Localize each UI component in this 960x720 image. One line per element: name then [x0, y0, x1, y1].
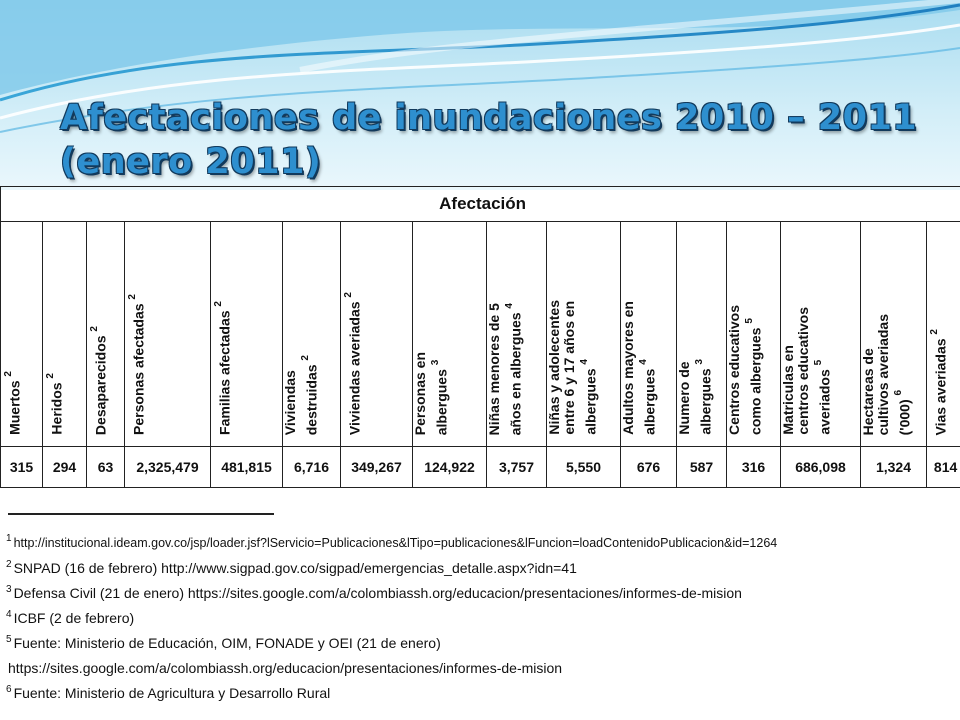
footnote [6, 528, 906, 554]
table-cell: 3,757 [487, 447, 547, 488]
footnote-number: 1 [6, 533, 12, 544]
column-header [927, 222, 960, 447]
column-header-label: Viviendas averiadas $^2$ [343, 291, 363, 435]
column-header-label: Vias averiadas $^2$ [929, 328, 949, 435]
column-header-source-ref: 2 [127, 294, 138, 300]
footnote [6, 654, 906, 679]
column-header-label: Hectareas de cultivos averiadas ('000) $^6$ [860, 313, 913, 435]
footnote [6, 579, 906, 604]
column-header [87, 222, 125, 447]
slide-title-line2: (enero 2011) [60, 142, 322, 182]
footnote-number: 2 [6, 559, 12, 570]
column-header [487, 222, 547, 447]
table-cell: 63 [87, 447, 125, 488]
column-header-label: Familias afectadas $^2$ [213, 301, 233, 435]
footnote [6, 604, 906, 629]
footnote-number: 4 [6, 609, 12, 620]
column-header [861, 222, 927, 447]
column-header [43, 222, 87, 447]
column-header-label: Muertos $^2$ [3, 371, 23, 435]
column-header [727, 222, 781, 447]
column-header-label: Niñas menores de 5 años en albergues $^4$ [486, 302, 524, 435]
footnote [6, 629, 906, 654]
column-header-label: Personas en albergues $^3$ [412, 351, 450, 435]
table-cell: 481,815 [211, 447, 283, 488]
footnote-text: Fuente: Ministerio de Educación, OIM, FONADE y OEI (21 de enero) [13, 635, 441, 651]
column-header-source-ref: 4 [579, 359, 590, 365]
column-header [1, 222, 43, 447]
column-header-source-ref: 2 [343, 291, 354, 298]
table-cell: 2,325,479 [125, 447, 211, 488]
column-header [781, 222, 861, 447]
table-cell: 686,098 [781, 447, 861, 488]
footnote [6, 679, 906, 704]
footnote-number: 5 [6, 634, 12, 645]
column-header-label: Viviendas destruidas $^2$ [282, 354, 320, 435]
column-header [621, 222, 677, 447]
column-header-source-ref: 5 [813, 360, 824, 366]
column-header-label: Heridos $^2$ [45, 373, 65, 435]
table-group-header: Afectación [1, 187, 960, 222]
slide-title [60, 96, 917, 184]
column-header-source-ref: 6 [893, 389, 904, 396]
column-header [283, 222, 341, 447]
column-header-label: Centros educativos como albergues $^5$ [726, 305, 764, 435]
footnotes [6, 528, 906, 704]
slide-title-line1: Afectaciones de inundaciones 2010 – 2011 [60, 98, 918, 138]
column-header-source-ref: 5 [744, 318, 755, 324]
footnote-text: Defensa Civil (21 de enero) https://sites.google.com/a/colombiassh.org/educacion/presentaciones/informes-de-mision [13, 585, 742, 601]
column-header-source-ref: 2 [3, 371, 14, 377]
column-header [547, 222, 621, 447]
table-cell: 315 [1, 447, 43, 488]
footnote-text: SNPAD (16 de febrero) http://www.sigpad.gov.co/sigpad/emergencias_detalle.aspx?idn=41 [13, 560, 577, 576]
footnote-text: ICBF (2 de febrero) [13, 610, 135, 626]
column-header-label: Desaparecidos $^2$ [89, 325, 109, 435]
column-header-source-ref: 3 [694, 359, 705, 365]
table-cell: 1,324 [861, 447, 927, 488]
column-header-label: Numero de albergues $^3$ [676, 359, 714, 435]
table-cell: 316 [727, 447, 781, 488]
column-header [125, 222, 211, 447]
column-header-source-ref: 4 [504, 302, 515, 309]
table-cell: 294 [43, 447, 87, 488]
column-header [211, 222, 283, 447]
column-header-label: Adultos mayores en albergues $^4$ [620, 301, 658, 435]
table-cell: 5,550 [547, 447, 621, 488]
footnote-text: https://sites.google.com/a/colombiassh.org/educacion/presentaciones/informes-de-mision [8, 660, 563, 676]
affectation-table [0, 186, 960, 488]
column-header-label: Personas afectadas $^2$ [127, 294, 147, 435]
column-header [677, 222, 727, 447]
column-header-source-ref: 4 [638, 359, 649, 365]
table-cell: 676 [621, 447, 677, 488]
footnote-divider [8, 513, 274, 515]
footnote-text: Fuente: Ministerio de Agricultura y Desarrollo Rural [13, 685, 331, 701]
footnote-text: http://institucional.ideam.gov.co/jsp/loader.jsf?lServicio=Publicaciones&lTipo=publicaciones&lFuncion=loadContenidoPublicacion&id=1264 [13, 536, 778, 550]
column-header-source-ref: 3 [430, 359, 441, 365]
table-cell: 124,922 [413, 447, 487, 488]
table-header-row [1, 222, 960, 447]
table-cell: 587 [677, 447, 727, 488]
column-header-label: Matriculas en centros educativos averiados $^5$ [780, 307, 833, 435]
table-cell: 349,267 [341, 447, 413, 488]
column-header-label: Niñas y adolecentes entre 6 y 17 años en albergues $^4$ [546, 300, 599, 435]
footnote-number: 6 [6, 684, 12, 695]
column-header-source-ref: 2 [89, 325, 100, 332]
column-header-source-ref: 2 [213, 301, 224, 307]
column-header-source-ref: 2 [300, 354, 311, 361]
footnote-number: 3 [6, 584, 12, 595]
column-header-source-ref: 2 [929, 328, 940, 335]
table-cell: 814 [927, 447, 960, 488]
table-cell: 6,716 [283, 447, 341, 488]
affectation-table-container [0, 186, 958, 494]
column-header [413, 222, 487, 447]
footnote [6, 554, 906, 579]
column-header-source-ref: 2 [45, 373, 56, 379]
table-values-row [1, 447, 960, 488]
column-header [341, 222, 413, 447]
